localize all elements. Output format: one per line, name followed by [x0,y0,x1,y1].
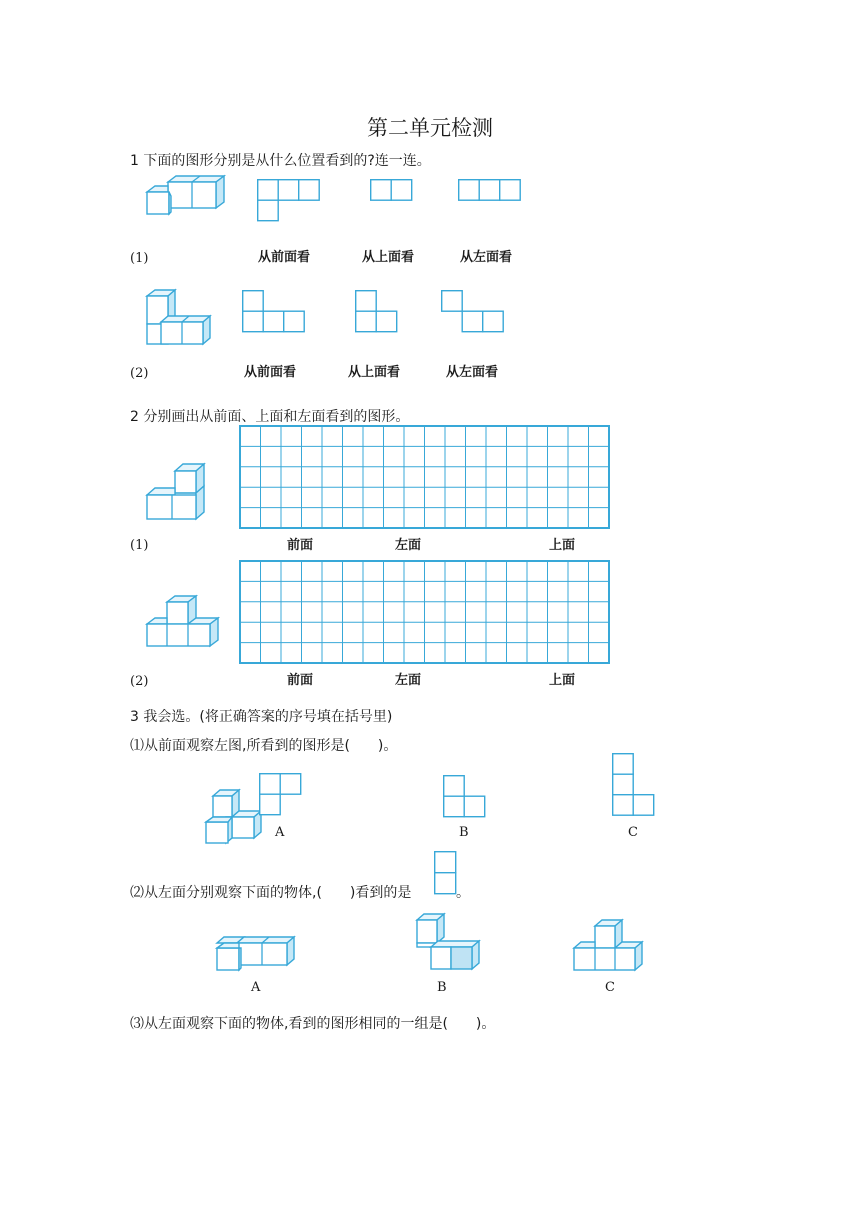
q1-row2-view-c [441,290,505,334]
q1-row1-cube-object [140,176,230,218]
question-1-prompt: 1 下面的图形分别是从什么位置看到的?连一连。 [130,153,431,169]
q2-row2-label-left: 左面 [395,673,422,688]
q3-p2-option-c: C [605,980,615,995]
q3-p2-option-b: B [437,980,447,995]
q2-row1-cube-object [142,462,208,524]
q1-row2-view-b [355,290,399,334]
q3-p2-option-a-figure [214,932,298,972]
q3-p2-option-b-figure [412,911,482,973]
q3-p1-cube-object [202,787,264,845]
q2-row1-label-front: 前面 [287,538,314,553]
question-3-prompt: 3 我会选。(将正确答案的序号填在括号里) [130,709,393,725]
q1-row1-view-label-front: 从前面看 [258,250,311,265]
q2-row2-label-top: 上面 [549,673,576,688]
q2-row1-label-top: 上面 [549,538,576,553]
q1-row1-view-label-left: 从左面看 [460,250,513,265]
q3-p1-option-b-figure [443,775,487,819]
q3-p2-option-c-figure [570,918,646,972]
q3-p1-option-c: C [628,825,638,840]
q3-p1-option-a-figure [259,773,303,817]
q1-row1-view-c [458,179,522,202]
q3-p2-option-a: A [251,980,261,995]
q2-row1-label-left: 左面 [395,538,422,553]
q2-row1-grid-paper [239,425,611,529]
question-3-part-1: ⑴从前面观察左图,所看到的图形是( )。 [130,738,398,754]
q2-row2-cube-object [142,594,228,650]
question-3-part-2-after: 。 [456,885,470,901]
q1-row2-label: (2) [130,366,149,381]
q2-row2-label-front: 前面 [287,673,314,688]
q2-row1-label: (1) [130,538,149,553]
q3-p1-option-b: B [459,825,469,840]
q1-row2-view-a [242,290,306,334]
q1-row1-view-b [370,179,414,202]
question-2-prompt: 2 分别画出从前面、上面和左面看到的图形。 [130,409,410,425]
q2-row2-label: (2) [130,674,149,689]
page-title: 第二单元检测 [367,116,493,140]
q1-row1-view-label-top: 从上面看 [362,250,415,265]
q3-p1-option-c-figure [612,753,656,817]
q1-row2-view-label-top: 从上面看 [348,365,401,380]
q1-row1-view-a [257,179,321,223]
question-3-part-2-before: ⑵从左面分别观察下面的物体,( )看到的是 [130,885,412,901]
q3-p1-option-a: A [275,825,285,840]
q2-row2-grid-paper [239,560,611,664]
q3-p2-inline-view-figure [434,851,458,895]
q1-row1-label: (1) [130,251,149,266]
question-3-part-3: ⑶从左面观察下面的物体,看到的图形相同的一组是( )。 [130,1016,496,1032]
q1-row2-view-label-front: 从前面看 [244,365,297,380]
q1-row2-cube-object [140,288,212,348]
q1-row2-view-label-left: 从左面看 [446,365,499,380]
